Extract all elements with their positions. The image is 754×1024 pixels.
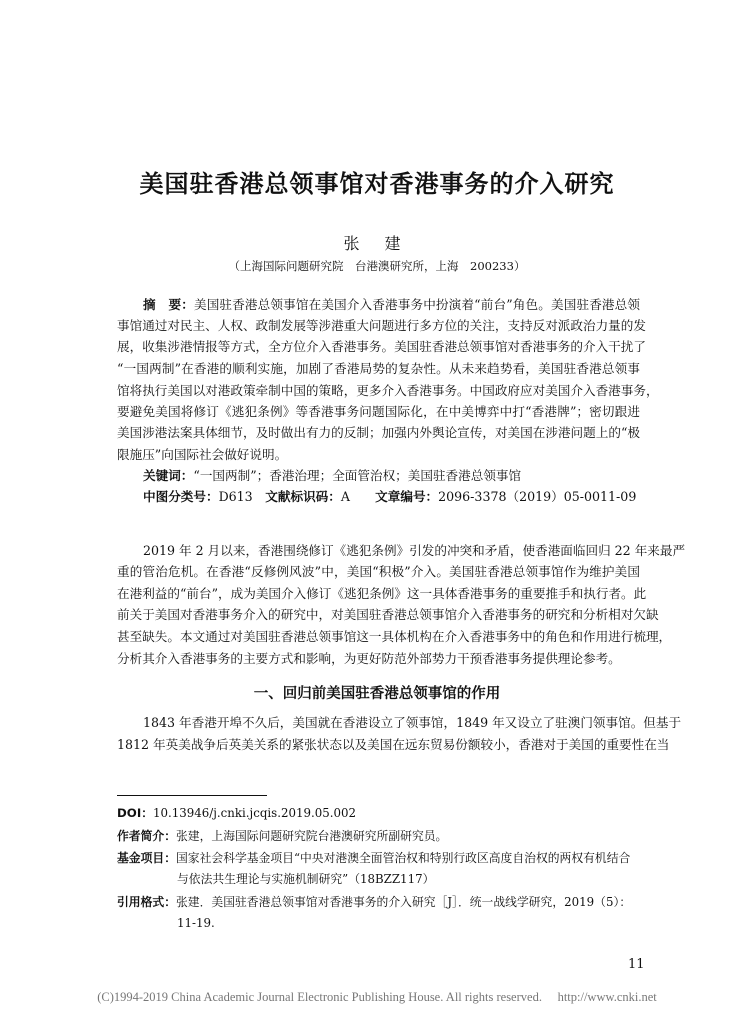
author-affiliation: （上海国际问题研究院 台港澳研究所，上海 200233） xyxy=(228,259,526,273)
body-line: 前关于美国对香港事务介入的研究中，对美国驻香港总领事馆介入香港事务的研究和分析相对欠缺 xyxy=(117,607,659,622)
footnote-author: 作者简介：张建，上海国际问题研究院台港澳研究所副研究员。 xyxy=(117,829,448,843)
body-line: 1843 年香港开埠不久后，美国就在香港设立了领事馆，1849 年又设立了驻澳门领事馆。但基于 xyxy=(143,715,682,730)
abstract-line: 事馆通过对民主、人权、政制发展等涉港重大问题进行多方位的关注，支持反对派政治力量的发 xyxy=(117,318,646,333)
footnote-fund: 基金项目：国家社会科学基金项目“中央对港澳全面管治权和特别行政区高度自治权的两权有机结合 xyxy=(117,851,631,865)
body-line: 1812 年英美战争后英美关系的紧张状态以及美国在远东贸易份额较小，香港对于美国的重要性在当 xyxy=(117,737,670,752)
body-line: 在港利益的“前台”，成为美国介入修订《逃犯条例》这一具体香港事务的重要推手和执行者。此 xyxy=(117,586,647,601)
paper-title: 美国驻香港总领事馆对香港事务的介入研究 xyxy=(139,170,615,198)
abstract-line: 要避免美国将修订《逃犯条例》等香港事务问题国际化，在中美博弈中打“香港牌”；密切跟进 xyxy=(117,404,640,419)
abstract-label: 摘 要： xyxy=(143,297,194,312)
abstract-line: 限施压”向国际社会做好说明。 xyxy=(117,447,288,462)
abstract-line: “一国两制”在香港的顺利实施，加剧了香港局势的复杂性。从未来趋势看，美国驻香港总领事 xyxy=(117,361,640,376)
abstract-line: 馆将执行美国以对港政策牵制中国的策略，更多介入香港事务。中国政府应对美国介入香港事务， xyxy=(117,383,659,398)
section-heading: 一、回归前美国驻香港总领事馆的作用 xyxy=(253,686,501,702)
footnote-fund-cont: 与依法共生理论与实施机制研究”（18BZZ117） xyxy=(177,872,435,886)
body-line: 重的管治危机。在香港“反修例风波”中，美国“积极”介入。美国驻香港总领事馆作为维护美国 xyxy=(117,564,640,579)
footnote-divider xyxy=(117,795,267,796)
copyright-notice: (C)1994-2019 China Academic Journal Electronic Publishing House. All rights reserved. http://www.cnki.net xyxy=(97,990,657,1004)
page-number: 11 xyxy=(628,957,645,972)
abstract-line: 摘 要：美国驻香港总领事馆在美国介入香港事务中扮演着“前台”角色。美国驻香港总领 xyxy=(143,297,640,312)
abstract-line: 展，收集涉港情报等方式，全方位介入香港事务。美国驻香港总领事馆对香港事务的介入干扰了 xyxy=(117,339,646,354)
classification: 中图分类号：D613 文献标识码：A 文章编号：2096-3378（2019）05-0011-09 xyxy=(143,489,637,504)
abstract-line: 美国涉港法案具体细节，及时做出有力的反制；加强内外舆论宣传，对美国在涉港问题上的“极 xyxy=(117,425,640,440)
footnote-citation: 引用格式：张建．美国驻香港总领事馆对香港事务的介入研究［J］．统一战线学研究，2019（5）： xyxy=(117,895,632,909)
footnote-citation-cont: 11-19. xyxy=(177,916,215,930)
keywords: 关键词：“一国两制”；香港治理；全面管治权；美国驻香港总领事馆 xyxy=(143,468,522,483)
body-line: 2019 年 2 月以来，香港围绕修订《逃犯条例》引发的冲突和矛盾，使香港面临回归 22 年来最严 xyxy=(143,543,686,558)
body-line: 分析其介入香港事务的主要方式和影响，为更好防范外部势力干预香港事务提供理论参考。 xyxy=(117,651,621,666)
footnote-doi: DOI：10.13946/j.cnki.jcqis.2019.05.002 xyxy=(117,806,357,820)
author-name: 张 建 xyxy=(343,234,411,253)
body-line: 甚至缺失。本文通过对美国驻香港总领事馆这一具体机构在介入香港事务中的角色和作用进行梳理， xyxy=(117,629,672,644)
